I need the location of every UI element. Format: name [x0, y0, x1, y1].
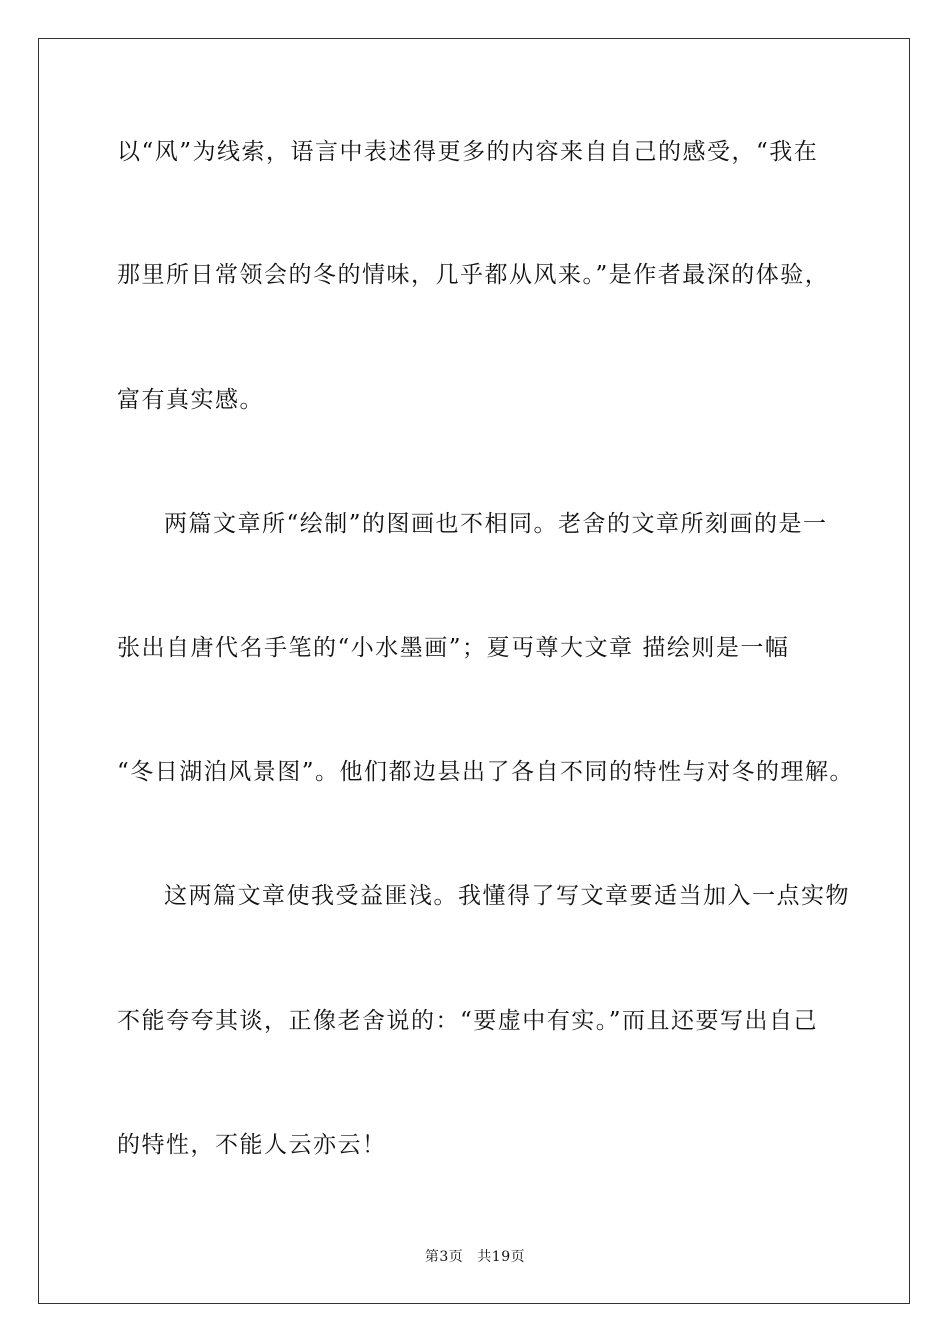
text-line: 张出自唐代名手笔的“小水墨画”；夏丏尊大文章 描绘则是一幅 — [117, 635, 790, 661]
text-line: “冬日湖泊风景图”。他们都边县出了各自不同的特性与对冬的理解。 — [117, 759, 855, 785]
text-line: 那里所日常领会的冬的情味，几乎都从风来。”是作者最深的体验， — [117, 262, 830, 288]
text-line: 两篇文章所“绘制”的图画也不相同。老舍的文章所刻画的是一 — [164, 511, 828, 537]
page-border — [38, 38, 910, 1304]
page-number: 第3页 — [424, 1249, 464, 1265]
text-line: 这两篇文章使我受益匪浅。我懂得了写文章要适当加入一点实物 — [164, 883, 850, 909]
text-line: 富有真实感。 — [117, 387, 264, 413]
text-line: 的特性，不能人云亦云！ — [117, 1132, 387, 1158]
text-line: 以“风”为线索，语言中表述得更多的内容来自自己的感受，“我在 — [117, 139, 819, 165]
text-line: 不能夸夸其谈，正像老舍说的：“要虚中有实。”而且还要写出自己 — [117, 1008, 819, 1034]
page-footer — [0, 1248, 950, 1266]
page-total: 共19页 — [477, 1249, 526, 1265]
